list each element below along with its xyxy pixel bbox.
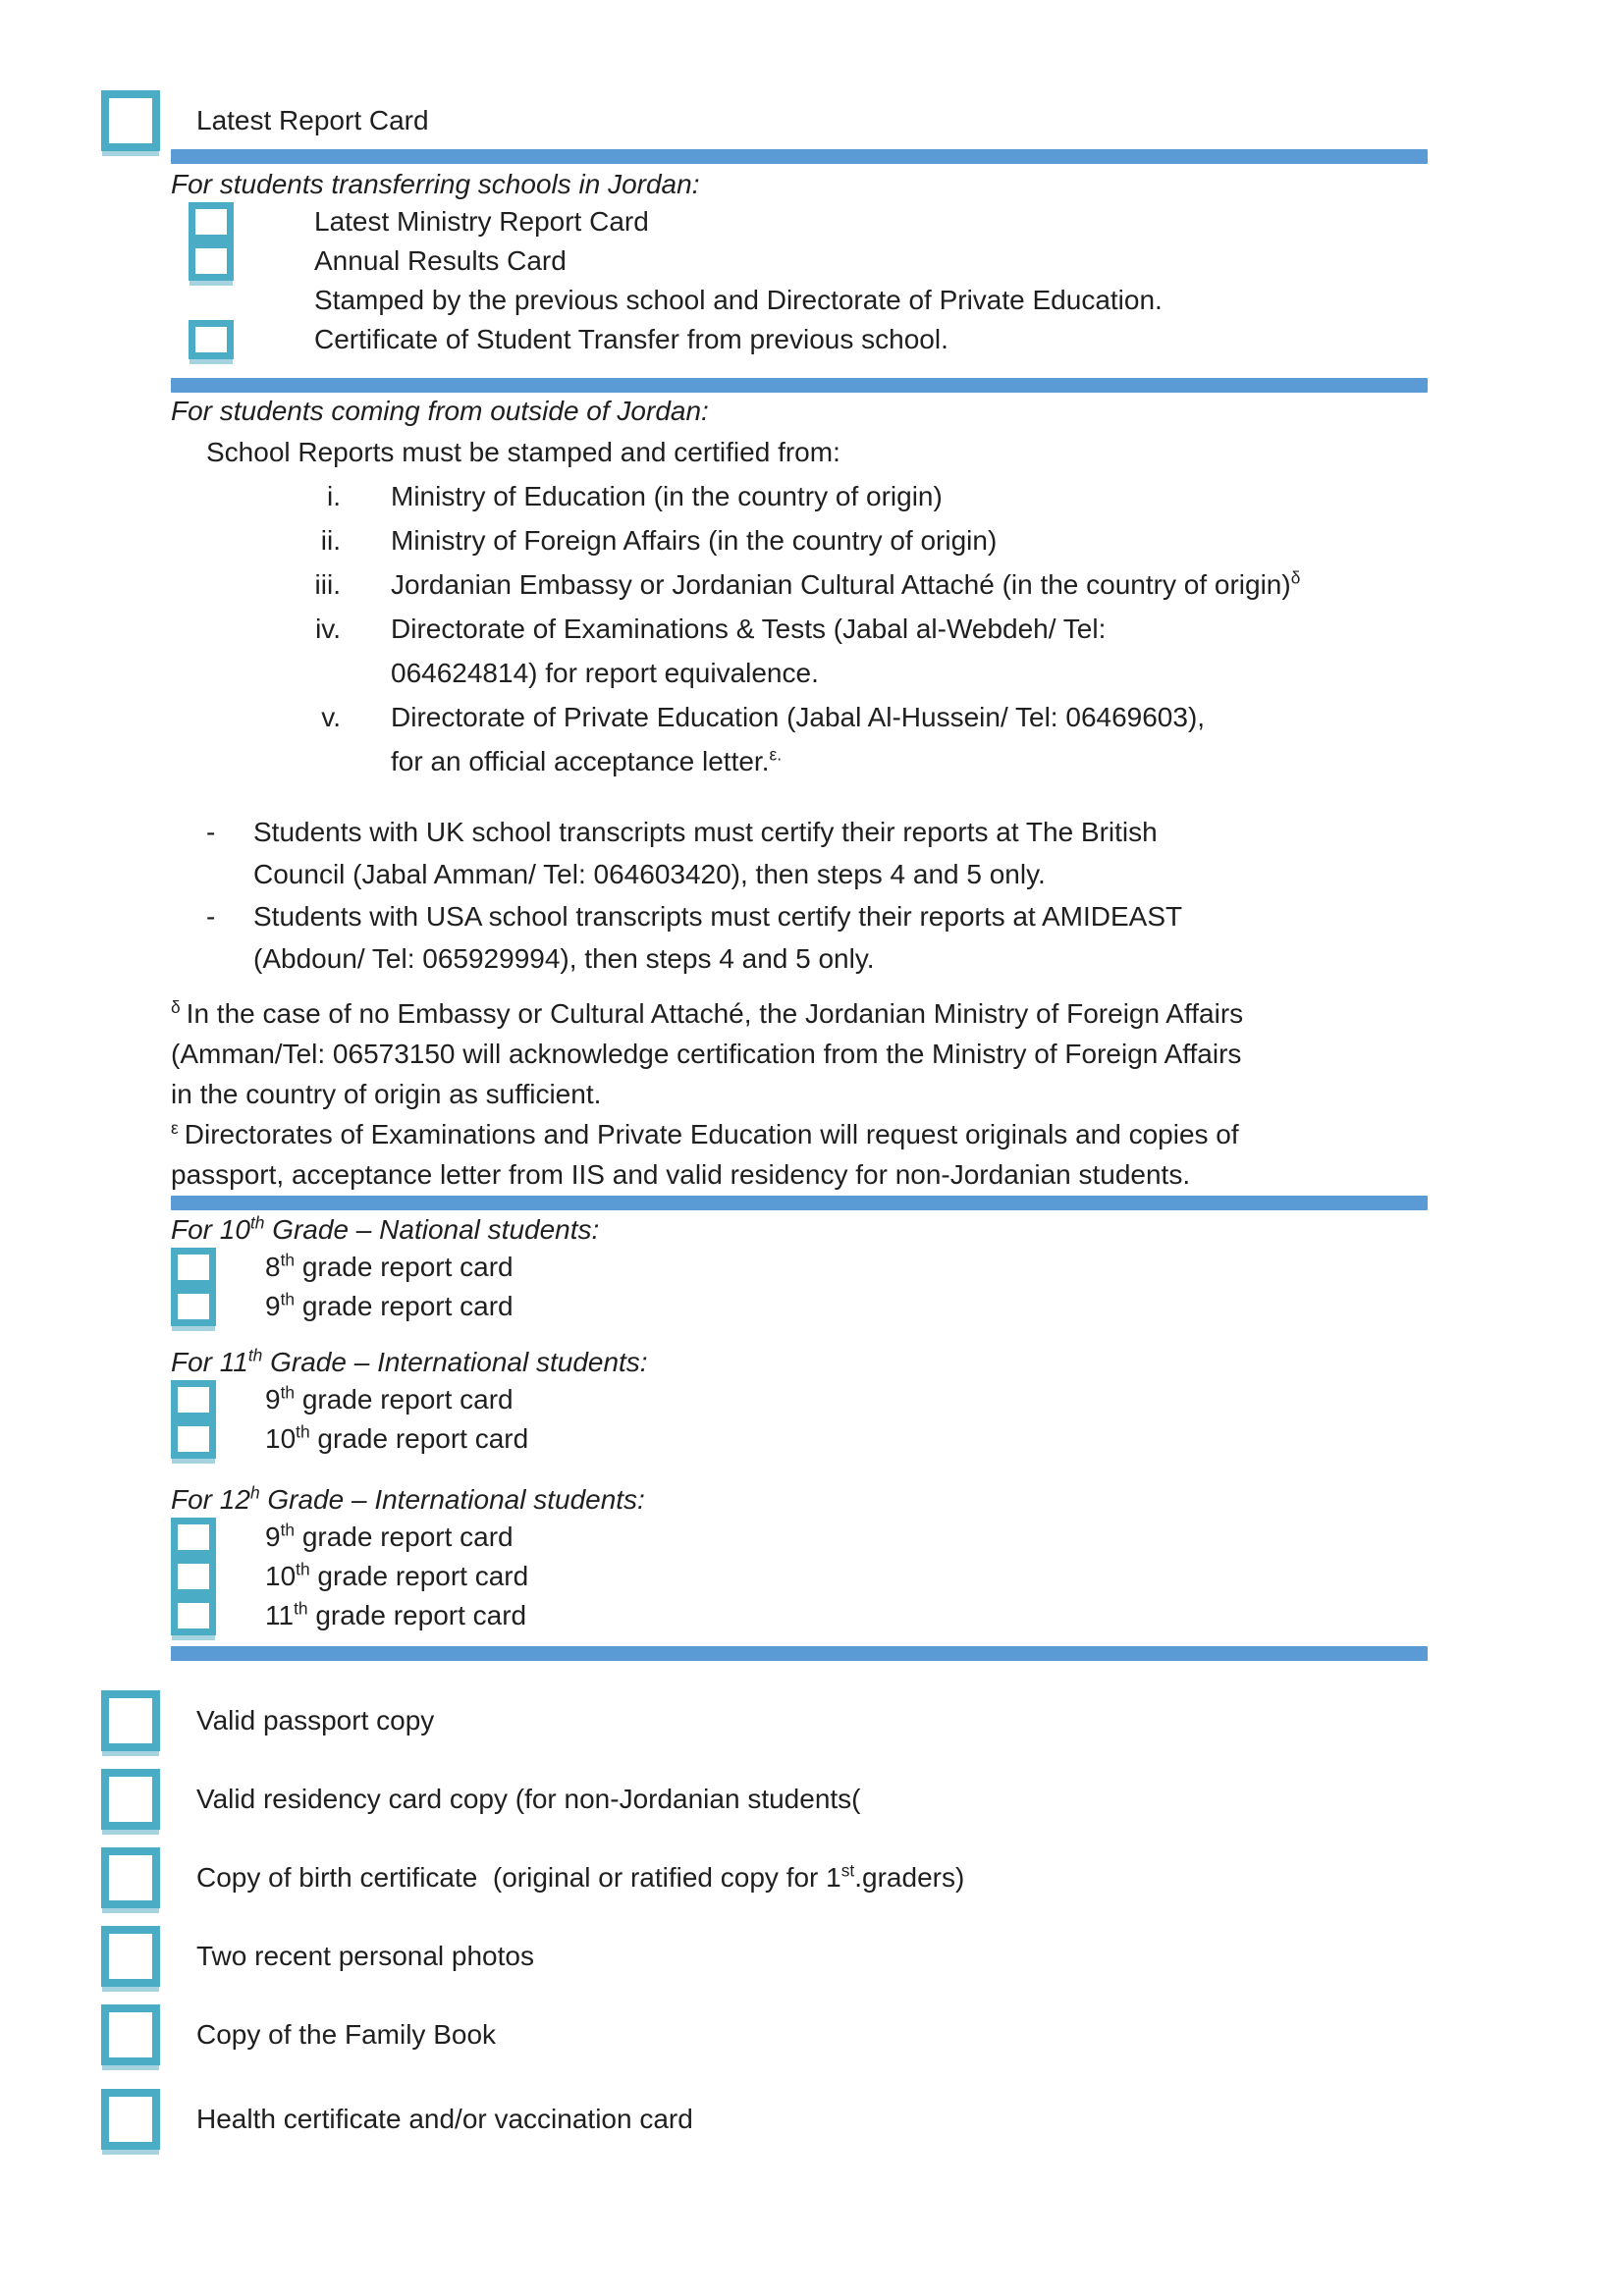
label-text: grade report card bbox=[307, 1600, 527, 1630]
roman-item-5-line-1 bbox=[171, 695, 1300, 739]
item-label bbox=[196, 1862, 964, 1894]
grade-12-section bbox=[171, 1484, 645, 1635]
checklist-item-residency-card-copy bbox=[101, 1769, 861, 1830]
ordinal-superscript: th bbox=[280, 1250, 296, 1270]
footnote-delta-line-1 bbox=[171, 993, 1300, 1034]
line: Students with USA school transcripts must certify their reports at AMIDEAST bbox=[253, 901, 1183, 932]
heading-text: For 12 bbox=[171, 1484, 250, 1515]
item-label: Health certificate and/or vaccination card bbox=[196, 2104, 693, 2134]
label-text: 9 bbox=[265, 1522, 281, 1552]
checklist-item-ministry-report-card bbox=[189, 202, 1163, 241]
ordinal-superscript: th bbox=[280, 1289, 296, 1309]
checklist-item-personal-photos bbox=[101, 1926, 534, 1987]
checklist-item-10th-report-card bbox=[171, 1419, 648, 1459]
checkbox-11th-report-card[interactable] bbox=[171, 1596, 216, 1635]
label-text: grade report card bbox=[295, 1384, 514, 1415]
checkbox-9th-report-card[interactable] bbox=[171, 1518, 216, 1557]
checklist-item-9th-report-card bbox=[171, 1380, 648, 1419]
label-text: 10 bbox=[265, 1561, 297, 1591]
item-label: Copy of the Family Book bbox=[196, 2019, 497, 2050]
heading-text: Grade – National students: bbox=[264, 1214, 600, 1245]
ordinal-superscript: st bbox=[840, 1860, 855, 1881]
item-text bbox=[253, 811, 1158, 895]
label-text: grade report card bbox=[295, 1291, 514, 1321]
heading-text: For 11 bbox=[171, 1347, 248, 1377]
footnote-text: Directorates of Examinations and Private Education will request originals and copies of bbox=[184, 1119, 1239, 1149]
grade-11-items bbox=[171, 1380, 648, 1459]
checkbox-8th-report-card[interactable] bbox=[171, 1248, 216, 1287]
footnote-delta-line-2 bbox=[171, 1034, 1300, 1074]
label-text: grade report card bbox=[309, 1423, 529, 1454]
footnote-delta-line-3 bbox=[171, 1074, 1300, 1114]
checkbox-9th-report-card[interactable] bbox=[171, 1287, 216, 1326]
dash-item-usa bbox=[171, 895, 1300, 980]
roman-item-4-line-2 bbox=[171, 651, 1300, 695]
item-text bbox=[253, 895, 1182, 980]
section-divider-bar bbox=[171, 1196, 1428, 1210]
label-text: 8 bbox=[265, 1252, 281, 1282]
roman-item-1 bbox=[171, 474, 1300, 518]
checkbox-transfer-certificate[interactable] bbox=[189, 320, 234, 359]
footnote-epsilon-line-2 bbox=[171, 1154, 1300, 1195]
item-label bbox=[265, 1522, 514, 1553]
label-text: 10 bbox=[265, 1423, 297, 1454]
checkbox-personal-photos[interactable] bbox=[101, 1926, 160, 1987]
roman-numeral: v. bbox=[321, 701, 341, 732]
item-label bbox=[265, 1252, 514, 1283]
checklist-item-birth-certificate bbox=[101, 1847, 964, 1908]
footnote-marker-epsilon: ε. bbox=[769, 744, 783, 765]
ordinal-superscript: th bbox=[249, 1212, 265, 1233]
section-heading bbox=[171, 1214, 599, 1248]
footnote-text: in the country of origin as sufficient. bbox=[171, 1079, 602, 1109]
item-text: Ministry of Foreign Affairs (in the country of origin) bbox=[391, 524, 998, 556]
roman-numeral: ii. bbox=[320, 524, 341, 556]
section-divider-bar bbox=[171, 149, 1428, 164]
checklist-item-annual-results-card bbox=[189, 241, 1163, 281]
item-label: Two recent personal photos bbox=[196, 1941, 534, 1971]
grade-11-section bbox=[171, 1347, 648, 1459]
item-text: Directorate of Examinations & Tests (Jabal al-Webdeh/ Tel: bbox=[391, 613, 1107, 644]
item-label bbox=[265, 1291, 514, 1322]
checkbox-annual-results-card[interactable] bbox=[189, 241, 234, 281]
grade-10-items bbox=[171, 1248, 599, 1326]
ordinal-superscript: h bbox=[249, 1482, 260, 1503]
item-text bbox=[391, 569, 1300, 601]
ordinal-superscript: th bbox=[296, 1421, 310, 1442]
roman-item-3 bbox=[171, 562, 1300, 607]
checklist-item-transfer-certificate bbox=[189, 320, 1163, 359]
ordinal-superscript: th bbox=[280, 1520, 296, 1540]
checkbox-latest-report-card[interactable] bbox=[101, 90, 160, 151]
item-label: Latest Report Card bbox=[196, 105, 429, 135]
checklist-item-family-book bbox=[101, 2004, 496, 2065]
roman-list bbox=[171, 474, 1300, 783]
checkbox-passport-copy[interactable] bbox=[101, 1690, 160, 1751]
item-label: Valid residency card copy (for non-Jordanian students( bbox=[196, 1784, 861, 1814]
outside-jordan-section bbox=[171, 396, 1300, 1195]
item-label bbox=[265, 1561, 528, 1592]
grade-10-section bbox=[171, 1214, 599, 1326]
roman-item-4-line-1 bbox=[171, 607, 1300, 651]
label-text: .graders) bbox=[854, 1862, 965, 1893]
dash-bullet: - bbox=[206, 817, 216, 847]
item-label: Annual Results Card bbox=[314, 245, 567, 276]
label-text: 9 bbox=[265, 1291, 281, 1321]
checkbox-health-certificate[interactable] bbox=[101, 2089, 160, 2150]
transfer-section bbox=[171, 169, 1163, 359]
checklist-item-9th-report-card bbox=[171, 1518, 645, 1557]
checklist-item-11th-report-card bbox=[171, 1596, 645, 1635]
label-text: grade report card bbox=[295, 1252, 514, 1282]
item-label bbox=[265, 1384, 514, 1415]
footnotes bbox=[171, 993, 1300, 1195]
footnote-text: (Amman/Tel: 06573150 will acknowledge certification from the Ministry of Foreign Affairs bbox=[171, 1039, 1242, 1069]
roman-numeral: i. bbox=[327, 480, 341, 511]
checklist-item-passport-copy bbox=[101, 1690, 434, 1751]
roman-item-5-line-2 bbox=[171, 739, 1300, 783]
footnote-text: In the case of no Embassy or Cultural Attaché, the Jordanian Ministry of Foreign Affairs bbox=[186, 998, 1244, 1029]
dash-list bbox=[171, 811, 1300, 980]
roman-numeral: iii. bbox=[314, 568, 341, 600]
checklist-item-health-certificate bbox=[101, 2089, 693, 2150]
ordinal-superscript: th bbox=[294, 1598, 308, 1619]
item-text bbox=[391, 746, 782, 777]
grade-12-items bbox=[171, 1518, 645, 1635]
heading-text: Grade – International students: bbox=[259, 1484, 645, 1515]
section-heading: For students transferring schools in Jordan: bbox=[171, 169, 700, 199]
item-text: Ministry of Education (in the country of origin) bbox=[391, 480, 943, 511]
transfer-items bbox=[189, 202, 1163, 359]
section-heading: For students coming from outside of Jordan: bbox=[171, 396, 709, 426]
item-text-main: Jordanian Embassy or Jordanian Cultural Attaché (in the country of origin) bbox=[391, 568, 1291, 600]
ordinal-superscript: th bbox=[280, 1382, 296, 1403]
section-divider-bar bbox=[171, 1646, 1428, 1661]
checkbox-9th-report-card[interactable] bbox=[171, 1380, 216, 1419]
item-text: 064624814) for report equivalence. bbox=[391, 657, 819, 688]
item-label: Certificate of Student Transfer from previous school. bbox=[314, 324, 948, 354]
item-label bbox=[265, 1600, 526, 1631]
line: Students with UK school transcripts must certify their reports at The British bbox=[253, 817, 1158, 847]
line: (Abdoun/ Tel: 065929994), then steps 4 and 5 only. bbox=[253, 943, 875, 974]
checklist-item-9th-report-card bbox=[171, 1287, 599, 1326]
ordinal-superscript: th bbox=[296, 1559, 310, 1579]
checkbox-10th-report-card[interactable] bbox=[171, 1419, 216, 1459]
item-text-main: for an official acceptance letter. bbox=[391, 745, 770, 776]
heading-text: For 10 bbox=[171, 1214, 250, 1245]
section-divider-bar bbox=[171, 378, 1428, 393]
section-heading bbox=[171, 1347, 648, 1380]
item-label: Valid passport copy bbox=[196, 1705, 435, 1735]
heading-text: Grade – International students: bbox=[262, 1347, 648, 1377]
footnote-marker-delta: δ bbox=[171, 996, 181, 1017]
label-text: Copy of birth certificate (original or ratified copy for 1 bbox=[196, 1862, 841, 1893]
footnote-epsilon-line-1 bbox=[171, 1114, 1300, 1154]
section-heading bbox=[171, 1484, 645, 1518]
footnote-marker-delta: δ bbox=[1290, 567, 1301, 588]
checkbox-ministry-report-card[interactable] bbox=[189, 202, 234, 241]
footnote-marker-epsilon: ε bbox=[171, 1117, 179, 1138]
item-label bbox=[265, 1423, 528, 1455]
roman-numeral: iv. bbox=[315, 613, 341, 644]
checklist-item-10th-report-card bbox=[171, 1557, 645, 1596]
checkbox-10th-report-card[interactable] bbox=[171, 1557, 216, 1596]
checkbox-residency-card-copy[interactable] bbox=[101, 1769, 160, 1830]
roman-item-2 bbox=[171, 518, 1300, 562]
line: Council (Jabal Amman/ Tel: 064603420), then steps 4 and 5 only. bbox=[253, 859, 1046, 889]
label-text: grade report card bbox=[295, 1522, 514, 1552]
label-text: grade report card bbox=[309, 1561, 529, 1591]
item-text: Directorate of Private Education (Jabal Al-Hussein/ Tel: 06469603), bbox=[391, 701, 1206, 732]
section-intro: School Reports must be stamped and certified from: bbox=[206, 437, 840, 467]
item-label: Latest Ministry Report Card bbox=[314, 206, 649, 237]
note-stamped-by-previous-school bbox=[189, 281, 1163, 320]
ordinal-superscript: th bbox=[247, 1345, 263, 1365]
checkbox-birth-certificate[interactable] bbox=[101, 1847, 160, 1908]
dash-bullet: - bbox=[206, 901, 216, 932]
checklist-item-latest-report-card bbox=[101, 90, 429, 151]
checkbox-family-book[interactable] bbox=[101, 2004, 160, 2065]
label-text: 11 bbox=[265, 1600, 295, 1630]
item-label: Stamped by the previous school and Directorate of Private Education. bbox=[314, 285, 1163, 315]
footnote-text: passport, acceptance letter from IIS and valid residency for non-Jordanian students. bbox=[171, 1159, 1191, 1190]
checklist-item-8th-report-card bbox=[171, 1248, 599, 1287]
dash-item-uk bbox=[171, 811, 1300, 895]
label-text: 9 bbox=[265, 1384, 281, 1415]
